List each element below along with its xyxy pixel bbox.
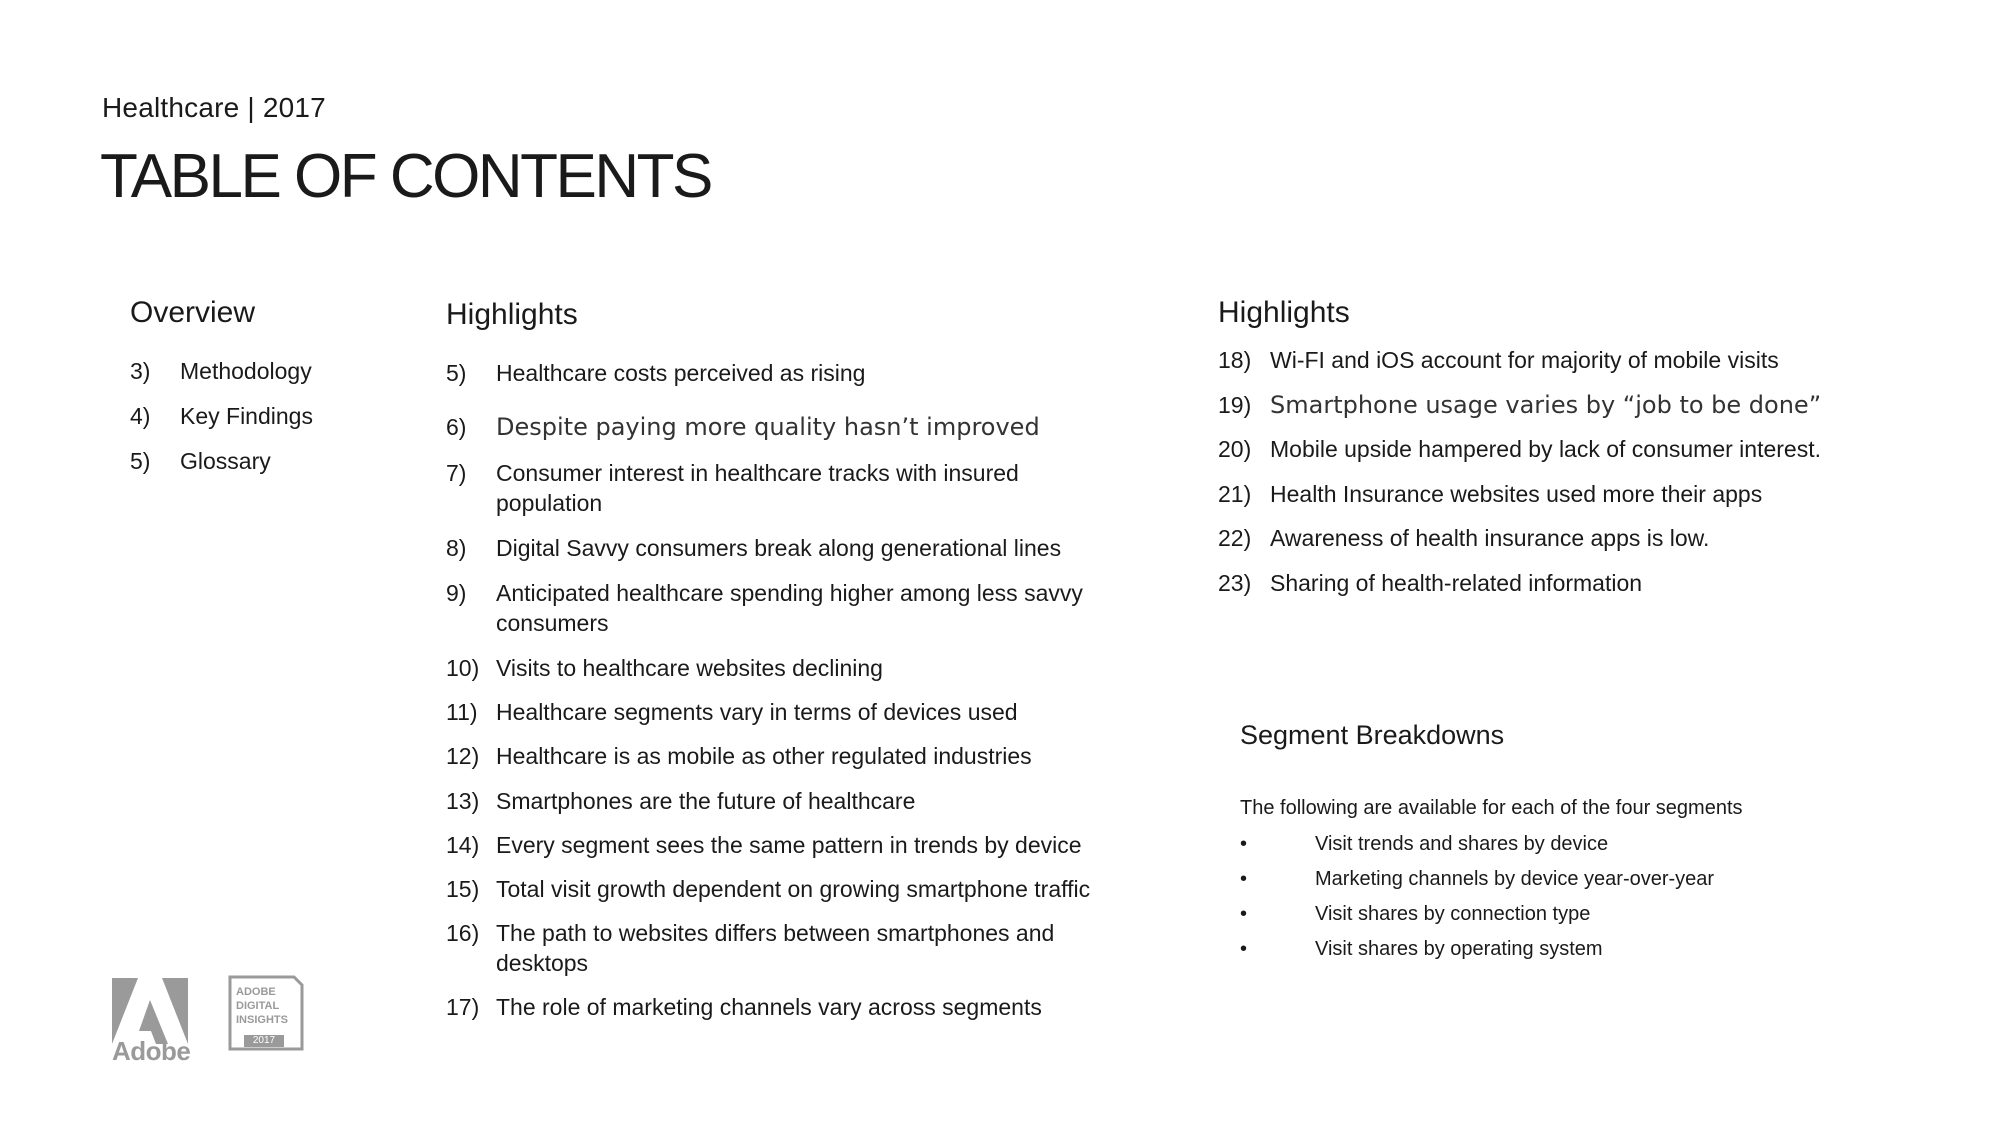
toc-item-number: 16) [446, 920, 480, 946]
bullet-icon: • [1240, 868, 1248, 890]
bullet-text: Visit trends and shares by device [1315, 833, 1609, 855]
page-title: TABLE OF CONTENTS [100, 142, 711, 211]
highlights-heading: Highlights [446, 298, 578, 331]
badge-label [236, 985, 288, 1027]
toc-item-number: 6) [446, 414, 467, 440]
toc-item-number: 12) [446, 743, 480, 769]
toc-item-label: The path to websites differs between smartphones and [496, 920, 1055, 946]
toc-item-number: 19) [1218, 392, 1252, 418]
highlights-left-section [446, 300, 1166, 1040]
toc-item-label: Smartphone usage varies by “job to be done” [1270, 391, 1822, 419]
toc-item-number: 14) [446, 832, 480, 858]
toc-item-label: Glossary [180, 448, 271, 474]
segment-breakdowns-heading: Segment Breakdowns [1240, 720, 1505, 750]
toc-item-label: Digital Savvy consumers break along generational lines [496, 535, 1062, 561]
toc-item-label: Healthcare is as mobile as other regulated industries [496, 743, 1032, 769]
toc-item-label-continued: consumers [496, 610, 609, 636]
toc-item-label: Healthcare segments vary in terms of devices used [496, 699, 1018, 725]
toc-item-label: Methodology [180, 358, 312, 384]
adobe-logo-text: Adobe [112, 1036, 191, 1066]
toc-item-label: Total visit growth dependent on growing smartphone traffic [496, 876, 1091, 902]
toc-item-label: Smartphones are the future of healthcare [496, 788, 916, 814]
toc-item-label-continued: population [496, 490, 603, 516]
toc-item-label: Health Insurance websites used more their apps [1270, 481, 1763, 507]
bullet-icon: • [1240, 833, 1248, 855]
toc-item-number: 13) [446, 788, 480, 814]
bullet-text: Marketing channels by device year-over-year [1315, 868, 1715, 890]
toc-item-number: 9) [446, 580, 467, 606]
toc-item-label: Despite paying more quality hasn’t improved [496, 413, 1040, 441]
toc-item-label: Visits to healthcare websites declining [496, 655, 883, 681]
toc-item-number: 23) [1218, 570, 1252, 596]
toc-item-number: 15) [446, 876, 480, 902]
toc-item-number: 5) [130, 448, 151, 474]
toc-item-number: 7) [446, 460, 467, 486]
toc-item-number: 4) [130, 403, 151, 429]
toc-item-label: Every segment sees the same pattern in trends by device [496, 832, 1082, 858]
toc-item-label: The role of marketing channels vary across segments [496, 994, 1042, 1020]
badge-line: DIGITAL [236, 1000, 280, 1012]
toc-item-number: 8) [446, 535, 467, 561]
toc-item-label: Awareness of health insurance apps is low. [1270, 525, 1710, 551]
bullet-text: Visit shares by operating system [1315, 938, 1603, 960]
bullet-icon: • [1240, 938, 1248, 960]
toc-item-number: 20) [1218, 436, 1252, 462]
badge-line: ADOBE [236, 986, 276, 998]
bullet-text: Visit shares by connection type [1315, 903, 1591, 925]
highlights-heading: Highlights [1218, 296, 1350, 329]
toc-item-label: Wi-FI and iOS account for majority of mobile visits [1270, 347, 1779, 373]
badge-year: 2017 [244, 1035, 284, 1047]
toc-item-label: Mobile upside hampered by lack of consumer interest. [1270, 436, 1822, 462]
toc-item-label-continued: desktops [496, 950, 589, 976]
toc-item-number: 5) [446, 360, 467, 386]
toc-item-label: Key Findings [180, 403, 313, 429]
report-subtitle: Healthcare | 2017 [102, 92, 326, 123]
toc-item-number: 17) [446, 994, 480, 1020]
toc-item-number: 22) [1218, 525, 1252, 551]
overview-section [130, 298, 430, 498]
badge-line: INSIGHTS [236, 1014, 288, 1026]
toc-item-label: Consumer interest in healthcare tracks with insured [496, 460, 1019, 486]
toc-item-label: Anticipated healthcare spending higher among less savvy [496, 580, 1083, 606]
bullet-icon: • [1240, 903, 1248, 925]
highlights-right-section [1218, 298, 1918, 598]
overview-heading: Overview [130, 296, 256, 329]
segment-breakdowns-intro: The following are available for each of the four segments [1240, 797, 1743, 819]
toc-item-label: Sharing of health-related information [1270, 570, 1643, 596]
toc-item-number: 3) [130, 358, 151, 384]
toc-item-number: 18) [1218, 347, 1252, 373]
toc-item-number: 21) [1218, 481, 1252, 507]
toc-item-label: Healthcare costs perceived as rising [496, 360, 866, 386]
toc-item-number: 10) [446, 655, 480, 681]
toc-item-number: 11) [446, 699, 478, 725]
